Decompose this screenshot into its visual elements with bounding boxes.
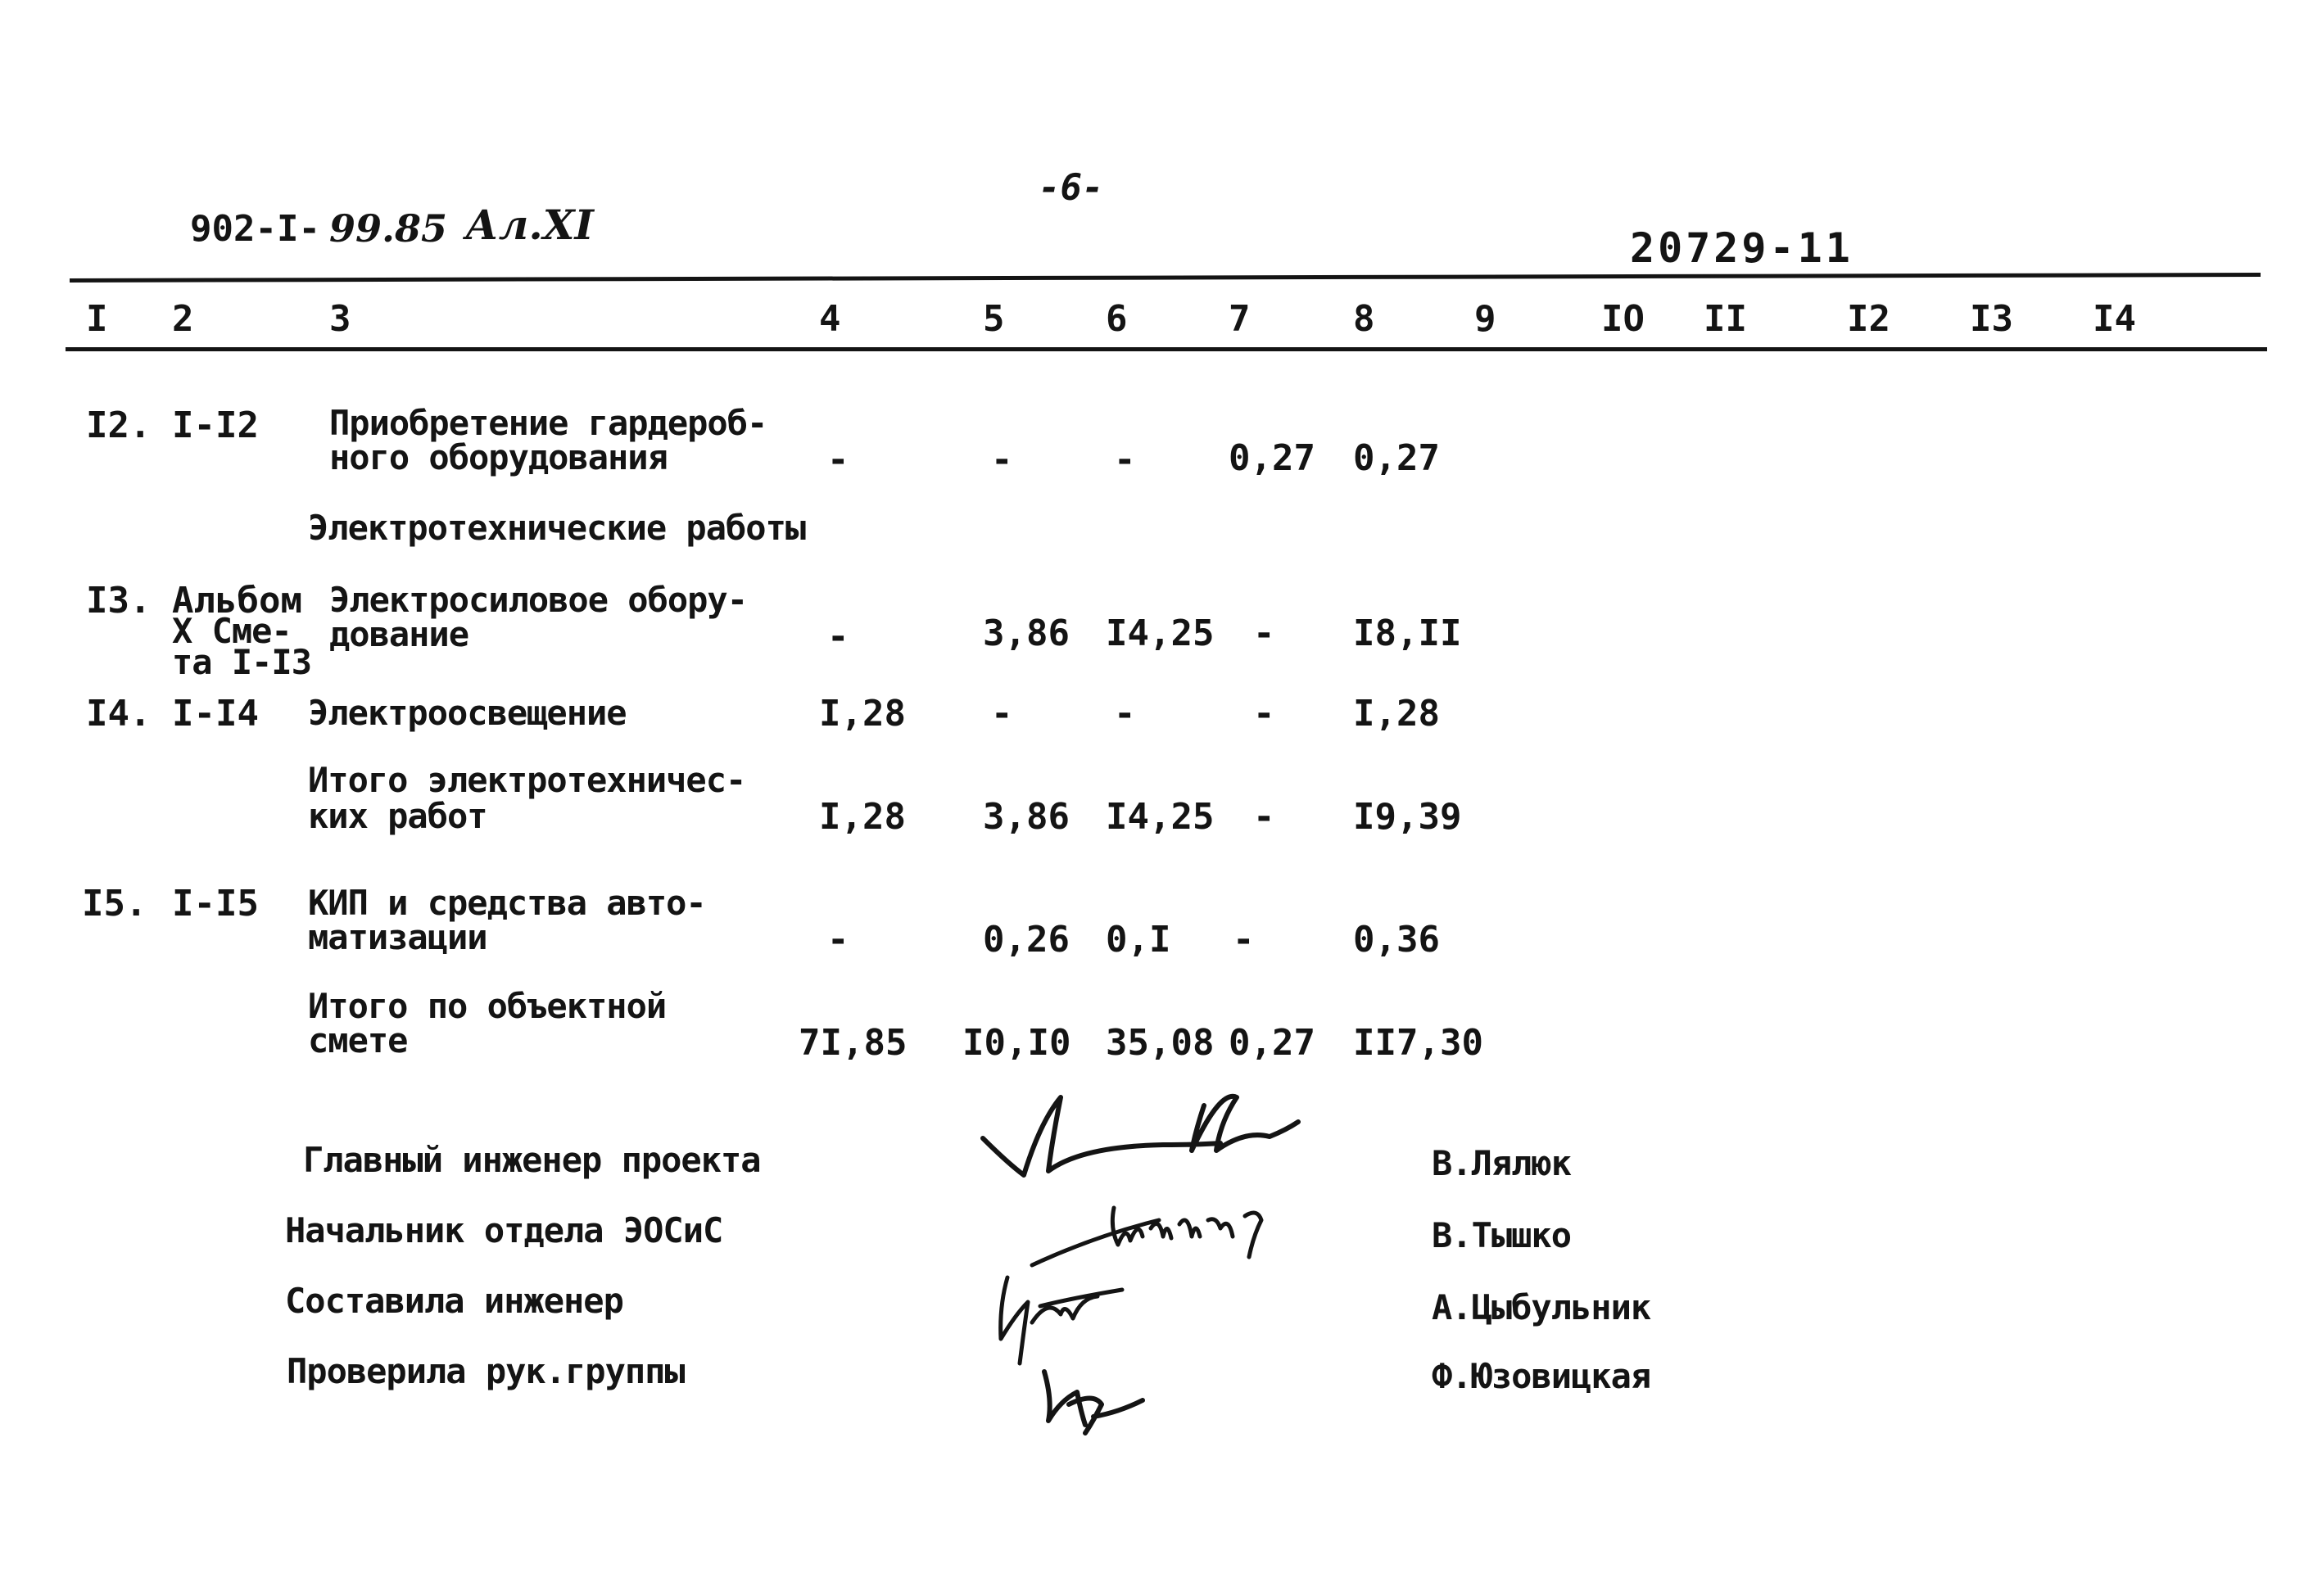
- row-name-line: матизации: [308, 917, 487, 957]
- column-header: I3: [1970, 298, 2013, 340]
- cell-col8: 0,36: [1353, 919, 1440, 961]
- row-name-line: КИП и средства авто-: [308, 883, 706, 923]
- row-number: I2.: [86, 405, 152, 446]
- column-header: 4: [819, 298, 841, 340]
- row-code: I-I2: [172, 405, 259, 446]
- column-header: IO: [1601, 298, 1645, 340]
- row-name-line: Приобретение гардероб-: [329, 403, 767, 443]
- column-header: I: [86, 298, 108, 340]
- cell-col5: -: [991, 439, 1013, 481]
- row-number: I5.: [82, 883, 147, 925]
- row-name-line: Итого по объектной: [308, 986, 667, 1026]
- column-header: 6: [1106, 298, 1128, 340]
- top-rule: [70, 273, 2261, 283]
- column-header: I4: [2093, 298, 2136, 340]
- signatory-name: В.Тышко: [1432, 1215, 1572, 1255]
- cell-col5: 3,86: [983, 613, 1070, 654]
- column-header: 9: [1474, 298, 1496, 340]
- row-number: I4.: [86, 693, 152, 735]
- row-name-line: Итого электротехничес-: [308, 760, 746, 800]
- signature-role: Начальник отдела ЭОСиС: [285, 1210, 723, 1250]
- cell-col6: I4,25: [1106, 613, 1215, 654]
- signature-role: Главный инженер проекта: [303, 1140, 761, 1180]
- signature-role: Составила инженер: [285, 1281, 623, 1321]
- column-header: 3: [329, 298, 351, 340]
- cell-col4: I,28: [819, 693, 906, 735]
- signatory-name: А.Цыбульник: [1432, 1287, 1651, 1327]
- cell-col7: -: [1253, 693, 1275, 735]
- column-header: 5: [983, 298, 1005, 340]
- cell-col7: -: [1233, 919, 1255, 961]
- row-name-line: Электроосвещение: [308, 693, 627, 733]
- document-code: 902-I-: [190, 208, 320, 250]
- row-code: I-I5: [172, 883, 259, 925]
- row-name-line: ких работ: [308, 796, 487, 836]
- row-name-line: Электросиловое обору-: [329, 580, 748, 620]
- column-header: II: [1704, 298, 1747, 340]
- signature-scribble-group-leader: [1036, 1355, 1151, 1437]
- cell-col8: I,28: [1353, 693, 1440, 735]
- signatory-name: В.Лялюк: [1432, 1143, 1572, 1183]
- column-header: 2: [172, 298, 194, 340]
- cell-col4: -: [827, 616, 849, 658]
- row-name-line: смете: [308, 1020, 408, 1060]
- document-number: 20729-11: [1630, 224, 1854, 272]
- cell-col5: I0,I0: [962, 1022, 1071, 1064]
- document-code-handwritten: 99.85: [329, 206, 448, 251]
- cell-col6: 35,08: [1106, 1022, 1215, 1064]
- cell-col7: -: [1253, 796, 1275, 838]
- album-mark-handwritten: Ал.XI: [465, 201, 594, 249]
- cell-col4: 7I,85: [799, 1022, 908, 1064]
- row-code-line: Альбом: [172, 580, 302, 622]
- cell-col6: -: [1114, 693, 1136, 735]
- signature-scribble-department-head: [1028, 1179, 1306, 1277]
- row-code-line: та I-I3: [172, 642, 312, 682]
- cell-col8: I9,39: [1353, 796, 1462, 838]
- page-number: -6-: [1039, 167, 1104, 209]
- cell-col5: 3,86: [983, 796, 1070, 838]
- column-header: 8: [1353, 298, 1375, 340]
- cell-col8: I8,II: [1353, 613, 1462, 654]
- cell-col4: -: [827, 439, 849, 481]
- signature-role: Проверила рук.группы: [287, 1351, 685, 1391]
- row-name-line: дование: [329, 614, 469, 654]
- column-header: 7: [1229, 298, 1251, 340]
- section-heading: Электротехнические работы: [308, 508, 806, 548]
- cell-col7: 0,27: [1229, 1022, 1315, 1064]
- cell-col6: -: [1114, 439, 1136, 481]
- header-bottom-rule: [66, 347, 2267, 351]
- cell-col6: I4,25: [1106, 796, 1215, 838]
- signature-scribble-chief-engineer: [975, 1073, 1319, 1196]
- cell-col5: 0,26: [983, 919, 1070, 961]
- cell-col7: 0,27: [1229, 437, 1315, 479]
- row-code: I-I4: [172, 693, 259, 735]
- row-number: I3.: [86, 580, 152, 622]
- row-name-line: ного оборудования: [329, 437, 668, 477]
- cell-col4: I,28: [819, 796, 906, 838]
- cell-col7: -: [1253, 613, 1275, 654]
- signatory-name: Ф.Юзовицкая: [1432, 1356, 1651, 1396]
- cell-col6: 0,I: [1106, 919, 1171, 961]
- cell-col4: -: [827, 919, 849, 961]
- cell-col8: 0,27: [1353, 437, 1440, 479]
- row-code-line: X Сме-: [172, 611, 292, 651]
- cell-col8: II7,30: [1353, 1022, 1483, 1064]
- cell-col5: -: [991, 693, 1013, 735]
- column-header: I2: [1847, 298, 1890, 340]
